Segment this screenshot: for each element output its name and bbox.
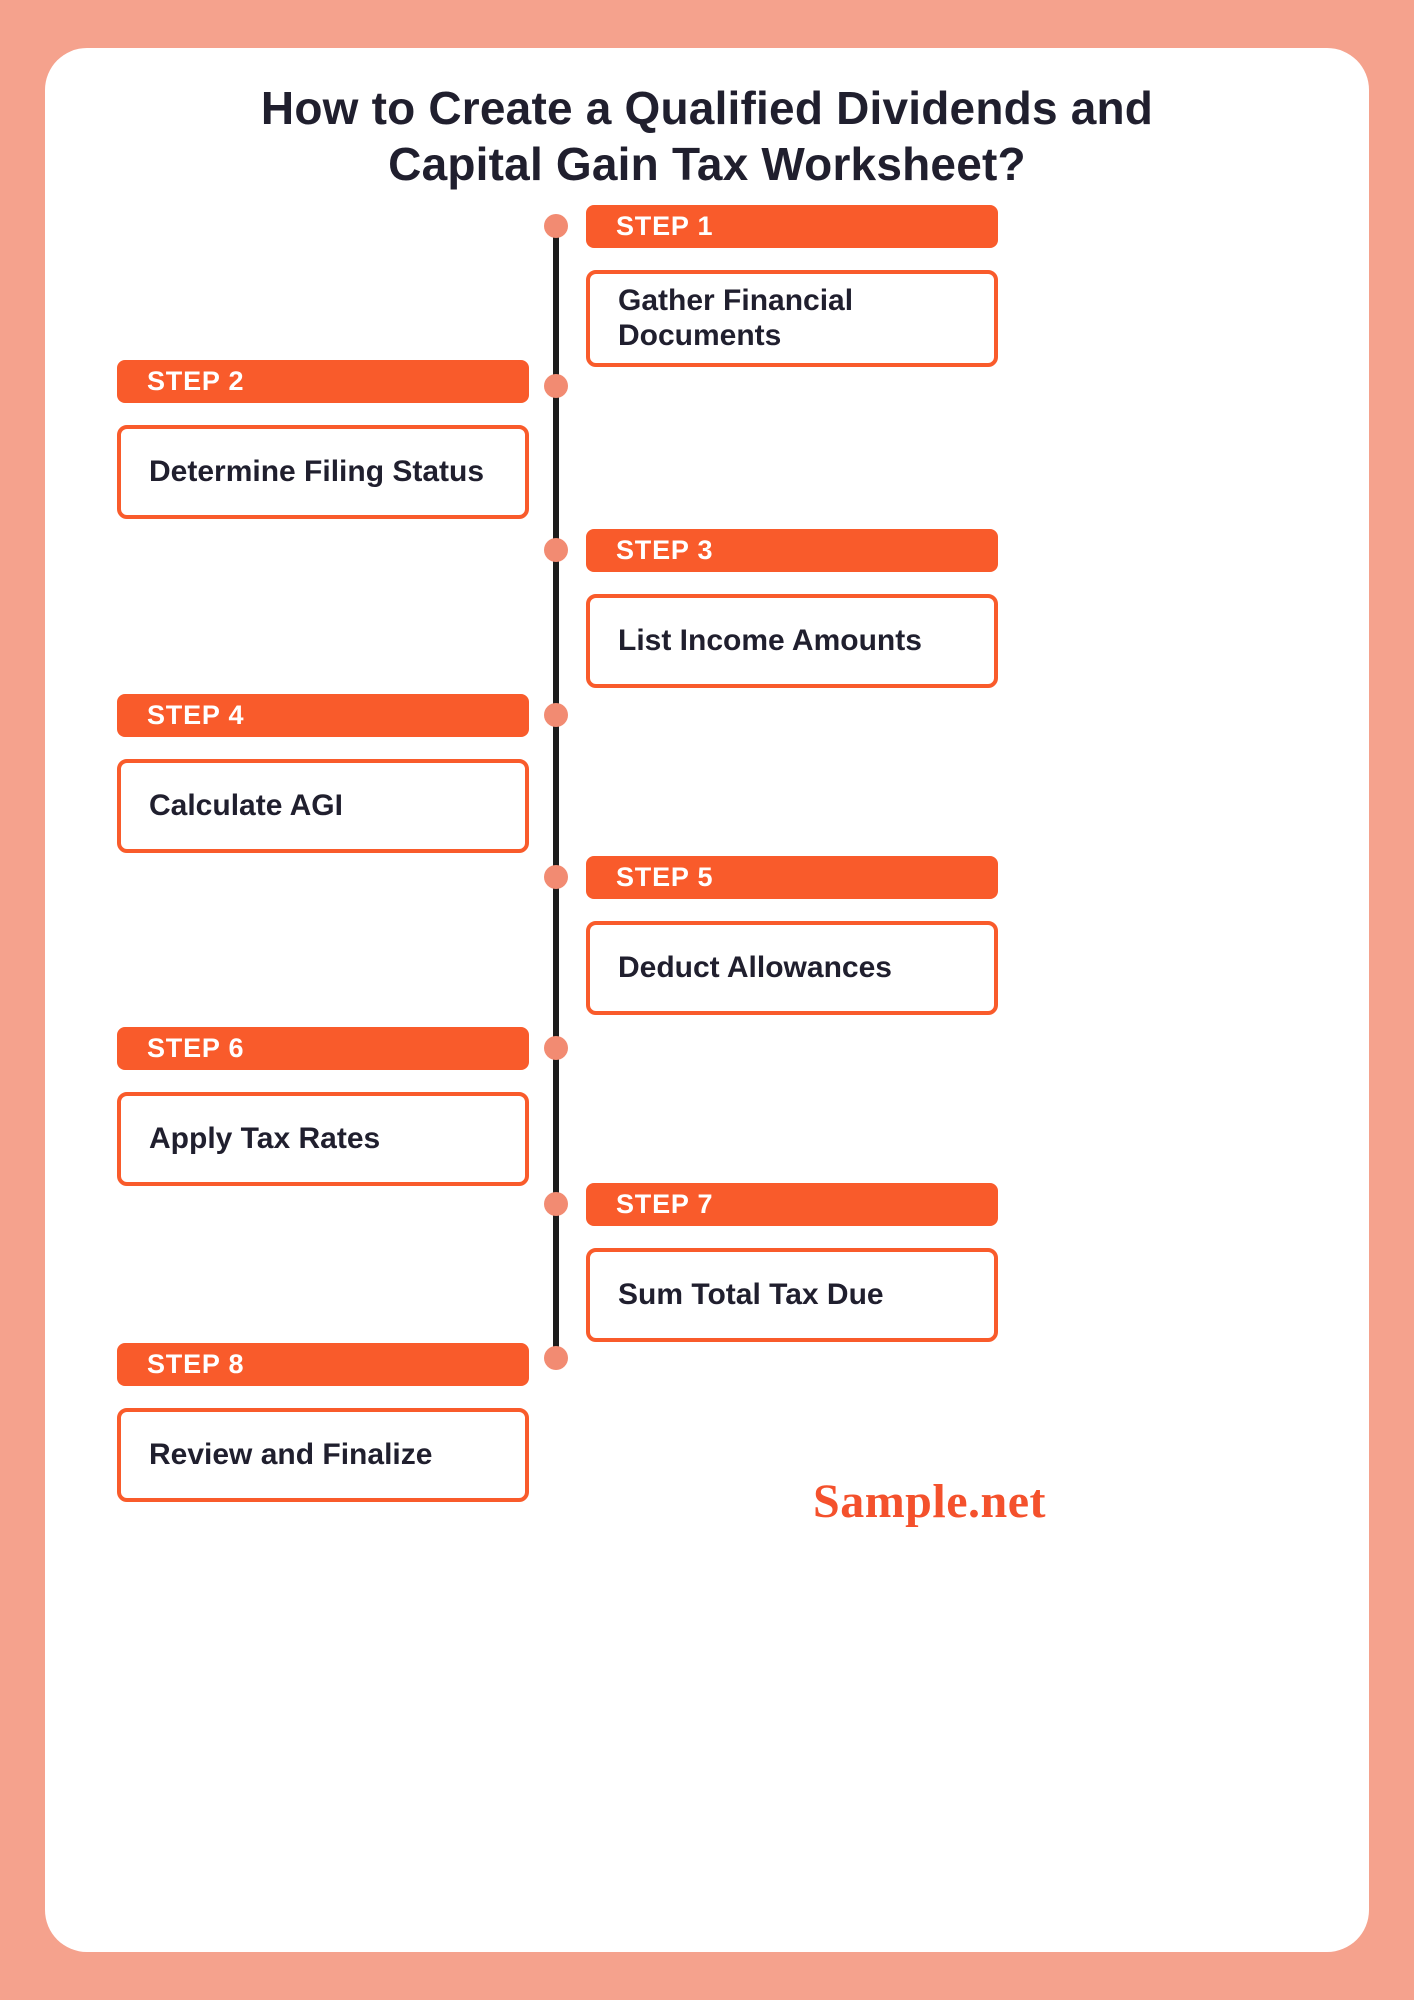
step-title: Deduct Allowances — [618, 950, 892, 984]
step-card — [586, 594, 998, 688]
step-label: STEP 3 — [616, 535, 714, 565]
step-group-3 — [586, 529, 998, 688]
step-title: Sum Total Tax Due — [618, 1277, 884, 1311]
step-label: STEP 7 — [616, 1189, 714, 1219]
step-title: Review and Finalize — [149, 1437, 433, 1471]
step-badge — [117, 1027, 529, 1070]
step-label: STEP 1 — [616, 211, 714, 241]
timeline-dot — [544, 374, 568, 398]
timeline-dot — [544, 865, 568, 889]
timeline-dot — [544, 1346, 568, 1370]
step-group-6 — [117, 1027, 529, 1186]
brand-logo: Sample.net — [813, 1475, 1046, 1528]
step-group-2 — [117, 360, 529, 519]
step-title: Determine Filing Status — [149, 454, 485, 488]
step-group-8 — [117, 1343, 529, 1502]
step-card — [117, 759, 529, 853]
step-title: Calculate AGI — [149, 788, 343, 822]
page-title — [0, 80, 1414, 192]
step-group-5 — [586, 856, 998, 1015]
step-label: STEP 4 — [147, 700, 245, 730]
step-group-4 — [117, 694, 529, 853]
step-badge — [586, 529, 998, 572]
step-badge — [586, 1183, 998, 1226]
timeline-dot — [544, 538, 568, 562]
step-card — [117, 1092, 529, 1186]
step-label: STEP 6 — [147, 1033, 245, 1063]
timeline-dot — [544, 703, 568, 727]
page-title-text: How to Create a Qualified Dividends and Capital Gain Tax Worksheet? — [260, 82, 1154, 191]
step-label: STEP 2 — [147, 366, 245, 396]
step-title: Gather Financial Documents — [618, 284, 854, 352]
step-card — [586, 1248, 998, 1342]
step-title: List Income Amounts — [618, 623, 922, 657]
step-label: STEP 8 — [147, 1349, 245, 1379]
step-badge — [117, 360, 529, 403]
step-card — [586, 921, 998, 1015]
timeline-dot — [544, 1036, 568, 1060]
step-card — [117, 1408, 529, 1502]
timeline-dot — [544, 1192, 568, 1216]
step-group-7 — [586, 1183, 998, 1342]
step-badge — [117, 1343, 529, 1386]
step-card — [117, 425, 529, 519]
step-label: STEP 5 — [616, 862, 714, 892]
step-badge — [586, 205, 998, 248]
step-group-1 — [586, 205, 998, 367]
timeline-dot — [544, 214, 568, 238]
step-badge — [117, 694, 529, 737]
step-title: Apply Tax Rates — [149, 1121, 381, 1155]
step-badge — [586, 856, 998, 899]
step-card — [586, 270, 998, 367]
